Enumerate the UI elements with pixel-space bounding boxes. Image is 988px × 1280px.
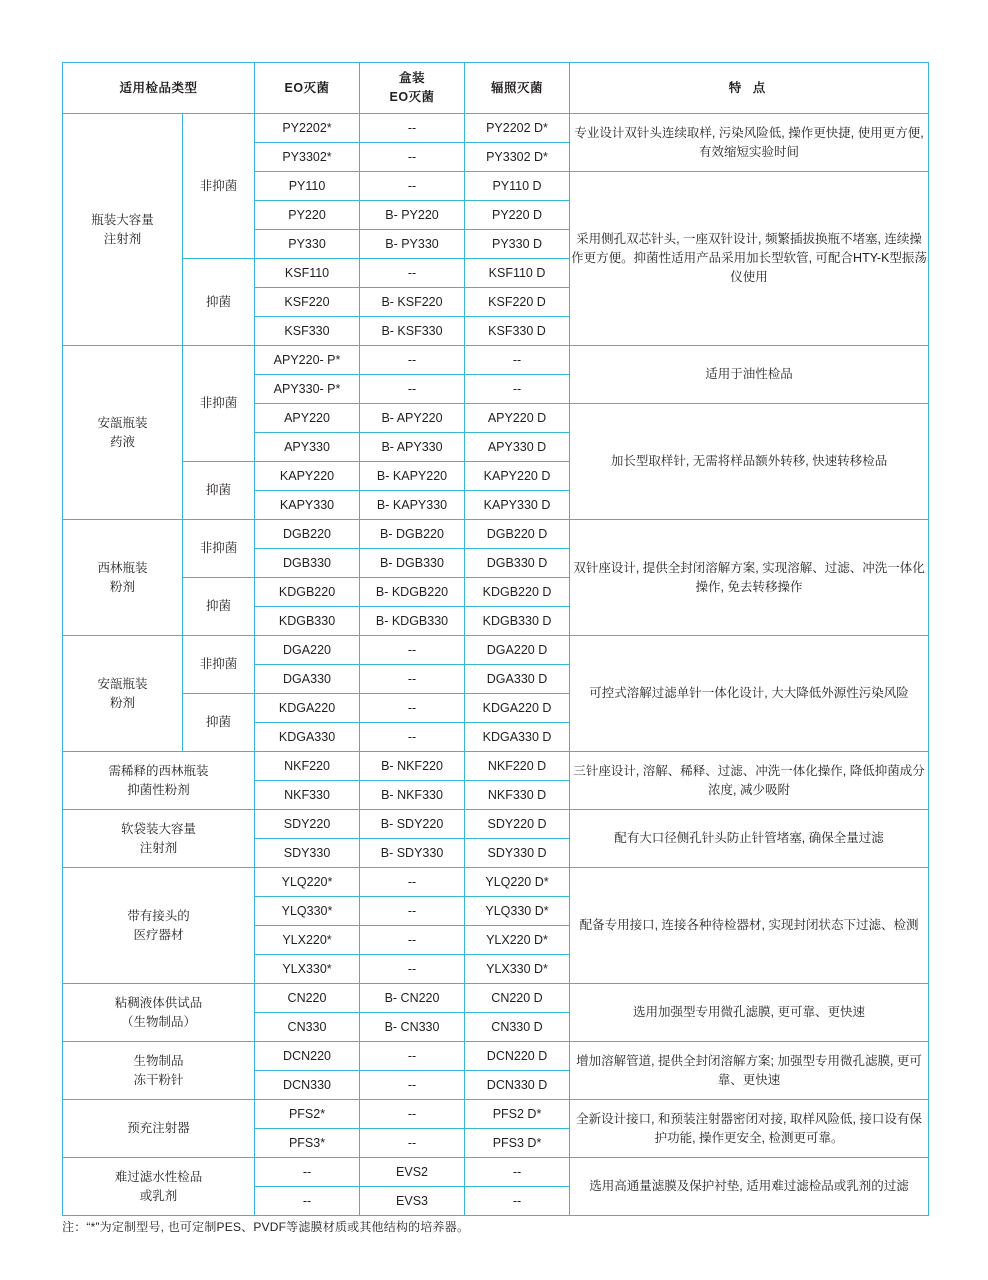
- sample-type-cell: 粘稠液体供试品 （生物制品）: [63, 984, 255, 1042]
- boxed-eo-model-cell: --: [360, 955, 465, 984]
- feature-cell: 选用加强型专用微孔滤膜, 更可靠、更快速: [570, 984, 929, 1042]
- irradiation-model-cell: PFS2 D*: [465, 1100, 570, 1129]
- boxed-eo-model-cell: B- NKF220: [360, 752, 465, 781]
- sample-type-cell: 安瓿瓶装 药液: [63, 346, 183, 520]
- irradiation-model-cell: APY330 D: [465, 433, 570, 462]
- table-row: [63, 1042, 929, 1071]
- bacteriostatic-cell: 非抑菌: [183, 346, 255, 462]
- eo-model-cell: PY330: [255, 230, 360, 259]
- bacteriostatic-cell: 非抑菌: [183, 520, 255, 578]
- table-row: [63, 868, 929, 897]
- boxed-eo-model-cell: --: [360, 636, 465, 665]
- irradiation-model-cell: SDY220 D: [465, 810, 570, 839]
- eo-model-cell: --: [255, 1187, 360, 1216]
- eo-model-cell: DCN330: [255, 1071, 360, 1100]
- eo-model-cell: APY330: [255, 433, 360, 462]
- irradiation-model-cell: CN220 D: [465, 984, 570, 1013]
- eo-model-cell: KDGA220: [255, 694, 360, 723]
- boxed-eo-model-cell: B- NKF330: [360, 781, 465, 810]
- table-row: [63, 114, 929, 143]
- boxed-eo-model-cell: B- CN220: [360, 984, 465, 1013]
- irradiation-model-cell: --: [465, 375, 570, 404]
- sample-type-cell: 难过滤水性检品 或乳剂: [63, 1158, 255, 1216]
- table-body: [63, 114, 929, 1216]
- irradiation-model-cell: KSF330 D: [465, 317, 570, 346]
- eo-model-cell: DCN220: [255, 1042, 360, 1071]
- bacteriostatic-cell: 抑菌: [183, 578, 255, 636]
- irradiation-model-cell: PY2202 D*: [465, 114, 570, 143]
- irradiation-model-cell: PY220 D: [465, 201, 570, 230]
- feature-cell: 采用侧孔双芯针头, 一座双针设计, 频繁插拔换瓶不堵塞, 连续操作更方便。抑菌性适用产品采用加长型软管, 可配合HTY-K型振荡仪使用: [570, 172, 929, 346]
- feature-cell: 可控式溶解过滤单针一体化设计, 大大降低外源性污染风险: [570, 636, 929, 752]
- boxed-eo-model-cell: B- KSF220: [360, 288, 465, 317]
- eo-model-cell: KDGB220: [255, 578, 360, 607]
- boxed-eo-model-cell: B- APY220: [360, 404, 465, 433]
- eo-model-cell: SDY330: [255, 839, 360, 868]
- boxed-eo-model-cell: B- KDGB330: [360, 607, 465, 636]
- eo-model-cell: KDGA330: [255, 723, 360, 752]
- eo-model-cell: YLQ220*: [255, 868, 360, 897]
- header-boxed-eo-sterilization: [360, 63, 465, 114]
- eo-model-cell: DGA220: [255, 636, 360, 665]
- boxed-eo-model-cell: B- APY330: [360, 433, 465, 462]
- eo-model-cell: PFS3*: [255, 1129, 360, 1158]
- irradiation-model-cell: SDY330 D: [465, 839, 570, 868]
- table-row: [63, 1100, 929, 1129]
- boxed-eo-model-cell: EVS2: [360, 1158, 465, 1187]
- eo-model-cell: APY330- P*: [255, 375, 360, 404]
- boxed-eo-model-cell: --: [360, 172, 465, 201]
- boxed-eo-model-cell: B- DGB220: [360, 520, 465, 549]
- bacteriostatic-cell: 抑菌: [183, 694, 255, 752]
- irradiation-model-cell: YLQ330 D*: [465, 897, 570, 926]
- product-specification-table: [62, 62, 929, 1216]
- irradiation-model-cell: DGB330 D: [465, 549, 570, 578]
- irradiation-model-cell: PY110 D: [465, 172, 570, 201]
- eo-model-cell: DGA330: [255, 665, 360, 694]
- sample-type-cell: 生物制品 冻干粉针: [63, 1042, 255, 1100]
- irradiation-model-cell: CN330 D: [465, 1013, 570, 1042]
- sample-type-cell: 瓶装大容量 注射剂: [63, 114, 183, 346]
- header-features: 特 点: [570, 63, 929, 114]
- eo-model-cell: KAPY330: [255, 491, 360, 520]
- sample-type-cell: 预充注射器: [63, 1100, 255, 1158]
- boxed-eo-model-cell: --: [360, 1042, 465, 1071]
- feature-cell: 加长型取样针, 无需将样品额外转移, 快速转移检品: [570, 404, 929, 520]
- irradiation-model-cell: KSF110 D: [465, 259, 570, 288]
- irradiation-model-cell: KDGA330 D: [465, 723, 570, 752]
- eo-model-cell: NKF330: [255, 781, 360, 810]
- eo-model-cell: KAPY220: [255, 462, 360, 491]
- irradiation-model-cell: NKF220 D: [465, 752, 570, 781]
- irradiation-model-cell: DGB220 D: [465, 520, 570, 549]
- table-header: [63, 63, 929, 114]
- eo-model-cell: CN220: [255, 984, 360, 1013]
- header-eo-sterilization: EO灭菌: [255, 63, 360, 114]
- table-row: [63, 520, 929, 549]
- boxed-eo-model-cell: --: [360, 694, 465, 723]
- bacteriostatic-cell: 抑菌: [183, 462, 255, 520]
- irradiation-model-cell: DGA220 D: [465, 636, 570, 665]
- boxed-eo-model-cell: EVS3: [360, 1187, 465, 1216]
- feature-cell: 配有大口径侧孔针头防止针管堵塞, 确保全量过滤: [570, 810, 929, 868]
- boxed-eo-model-cell: --: [360, 723, 465, 752]
- table-footnote: 注：“*”为定制型号, 也可定制PES、PVDF等滤膜材质或其他结构的培养器。: [62, 1220, 470, 1234]
- eo-model-cell: KSF330: [255, 317, 360, 346]
- feature-cell: 双针座设计, 提供全封闭溶解方案, 实现溶解、过滤、冲洗一体化操作, 免去转移操作: [570, 520, 929, 636]
- irradiation-model-cell: KAPY220 D: [465, 462, 570, 491]
- irradiation-model-cell: KSF220 D: [465, 288, 570, 317]
- feature-cell: 三针座设计, 溶解、稀释、过滤、冲洗一体化操作, 降低抑菌成分浓度, 减少吸附: [570, 752, 929, 810]
- sample-type-cell: 需稀释的西林瓶装 抑菌性粉剂: [63, 752, 255, 810]
- boxed-eo-model-cell: --: [360, 897, 465, 926]
- eo-model-cell: YLX220*: [255, 926, 360, 955]
- sample-type-cell: 带有接头的 医疗器材: [63, 868, 255, 984]
- boxed-eo-model-cell: --: [360, 143, 465, 172]
- eo-model-cell: YLQ330*: [255, 897, 360, 926]
- boxed-eo-model-cell: --: [360, 665, 465, 694]
- irradiation-model-cell: --: [465, 346, 570, 375]
- sample-type-cell: 西林瓶装 粉剂: [63, 520, 183, 636]
- header-boxed-line1: 盒装: [399, 71, 426, 86]
- table-row: [63, 984, 929, 1013]
- eo-model-cell: KDGB330: [255, 607, 360, 636]
- irradiation-model-cell: PFS3 D*: [465, 1129, 570, 1158]
- header-boxed-line2: EO灭菌: [389, 90, 435, 104]
- table-row: [63, 752, 929, 781]
- irradiation-model-cell: YLQ220 D*: [465, 868, 570, 897]
- table-row: [63, 810, 929, 839]
- sample-type-cell: 安瓿瓶装 粉剂: [63, 636, 183, 752]
- eo-model-cell: PY110: [255, 172, 360, 201]
- product-table-container: [62, 62, 928, 1216]
- irradiation-model-cell: DGA330 D: [465, 665, 570, 694]
- boxed-eo-model-cell: B- PY330: [360, 230, 465, 259]
- boxed-eo-model-cell: B- DGB330: [360, 549, 465, 578]
- eo-model-cell: --: [255, 1158, 360, 1187]
- eo-model-cell: PY220: [255, 201, 360, 230]
- boxed-eo-model-cell: B- PY220: [360, 201, 465, 230]
- boxed-eo-model-cell: B- CN330: [360, 1013, 465, 1042]
- feature-cell: 增加溶解管道, 提供全封闭溶解方案; 加强型专用微孔滤膜, 更可靠、更快速: [570, 1042, 929, 1100]
- eo-model-cell: SDY220: [255, 810, 360, 839]
- boxed-eo-model-cell: --: [360, 1129, 465, 1158]
- feature-cell: 配备专用接口, 连接各种待检器材, 实现封闭状态下过滤、检测: [570, 868, 929, 984]
- table-row: [63, 636, 929, 665]
- irradiation-model-cell: DCN330 D: [465, 1071, 570, 1100]
- irradiation-model-cell: --: [465, 1158, 570, 1187]
- irradiation-model-cell: PY330 D: [465, 230, 570, 259]
- eo-model-cell: YLX330*: [255, 955, 360, 984]
- header-sample-type: 适用检品类型: [63, 63, 255, 114]
- boxed-eo-model-cell: B- SDY330: [360, 839, 465, 868]
- boxed-eo-model-cell: --: [360, 375, 465, 404]
- eo-model-cell: KSF220: [255, 288, 360, 317]
- eo-model-cell: APY220: [255, 404, 360, 433]
- boxed-eo-model-cell: --: [360, 1071, 465, 1100]
- boxed-eo-model-cell: B- SDY220: [360, 810, 465, 839]
- irradiation-model-cell: KDGB330 D: [465, 607, 570, 636]
- eo-model-cell: PY3302*: [255, 143, 360, 172]
- bacteriostatic-cell: 非抑菌: [183, 636, 255, 694]
- table-row: [63, 1158, 929, 1187]
- boxed-eo-model-cell: --: [360, 868, 465, 897]
- irradiation-model-cell: KDGA220 D: [465, 694, 570, 723]
- boxed-eo-model-cell: --: [360, 1100, 465, 1129]
- boxed-eo-model-cell: B- KDGB220: [360, 578, 465, 607]
- irradiation-model-cell: NKF330 D: [465, 781, 570, 810]
- eo-model-cell: NKF220: [255, 752, 360, 781]
- boxed-eo-model-cell: --: [360, 926, 465, 955]
- feature-cell: 专业设计双针头连续取样, 污染风险低, 操作更快捷, 使用更方便, 有效缩短实验时间: [570, 114, 929, 172]
- feature-cell: 全新设计接口, 和预装注射器密闭对接, 取样风险低, 接口设有保护功能, 操作更安全, 检测更可靠。: [570, 1100, 929, 1158]
- eo-model-cell: PFS2*: [255, 1100, 360, 1129]
- irradiation-model-cell: PY3302 D*: [465, 143, 570, 172]
- bacteriostatic-cell: 抑菌: [183, 259, 255, 346]
- eo-model-cell: DGB330: [255, 549, 360, 578]
- irradiation-model-cell: KDGB220 D: [465, 578, 570, 607]
- eo-model-cell: DGB220: [255, 520, 360, 549]
- feature-cell: 选用高通量滤膜及保护衬垫, 适用难过滤检品或乳剂的过滤: [570, 1158, 929, 1216]
- boxed-eo-model-cell: --: [360, 259, 465, 288]
- irradiation-model-cell: YLX220 D*: [465, 926, 570, 955]
- sample-type-cell: 软袋装大容量 注射剂: [63, 810, 255, 868]
- boxed-eo-model-cell: B- KAPY220: [360, 462, 465, 491]
- eo-model-cell: PY2202*: [255, 114, 360, 143]
- irradiation-model-cell: --: [465, 1187, 570, 1216]
- bacteriostatic-cell: 非抑菌: [183, 114, 255, 259]
- irradiation-model-cell: DCN220 D: [465, 1042, 570, 1071]
- table-row: [63, 346, 929, 375]
- boxed-eo-model-cell: B- KAPY330: [360, 491, 465, 520]
- eo-model-cell: APY220- P*: [255, 346, 360, 375]
- eo-model-cell: KSF110: [255, 259, 360, 288]
- eo-model-cell: CN330: [255, 1013, 360, 1042]
- boxed-eo-model-cell: B- KSF330: [360, 317, 465, 346]
- irradiation-model-cell: KAPY330 D: [465, 491, 570, 520]
- boxed-eo-model-cell: --: [360, 114, 465, 143]
- irradiation-model-cell: YLX330 D*: [465, 955, 570, 984]
- feature-cell: 适用于油性检品: [570, 346, 929, 404]
- boxed-eo-model-cell: --: [360, 346, 465, 375]
- irradiation-model-cell: APY220 D: [465, 404, 570, 433]
- header-irradiation-sterilization: 辐照灭菌: [465, 63, 570, 114]
